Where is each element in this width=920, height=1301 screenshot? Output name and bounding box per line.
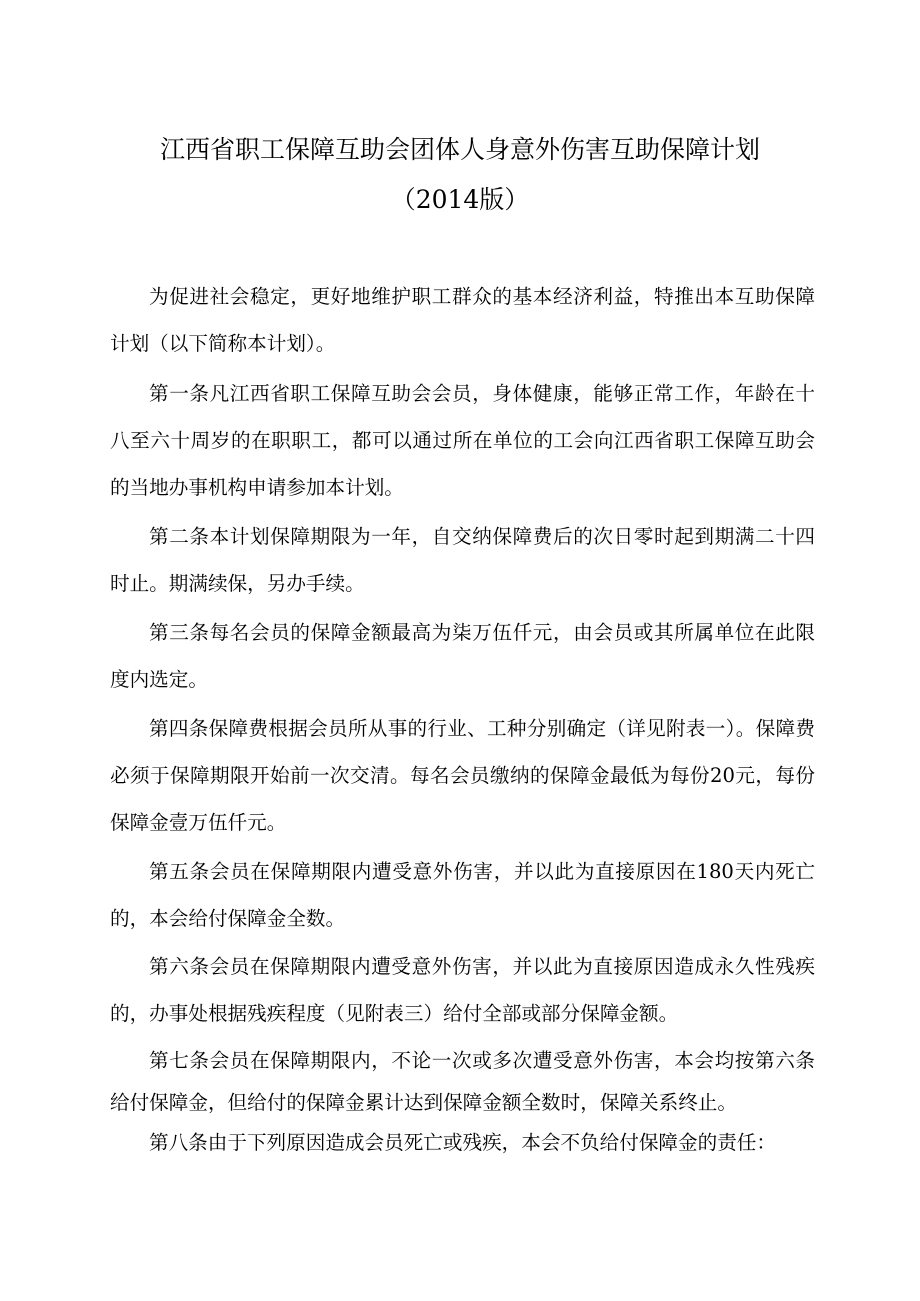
- intro-paragraph: 为促进社会稳定，更好地维护职工群众的基本经济利益，特推出本互助保障计划（以下简称本计划）。: [110, 285, 815, 355]
- article-8-paragraph: 第八条由于下列原因造成会员死亡或残疾，本会不负给付保障金的责任：: [149, 1131, 776, 1154]
- article-7-paragraph: 第七条会员在保障期限内，不论一次或多次遭受意外伤害，本会均按第六条给付保障金，但给付的保障金累计达到保障金额全数时，保障关系终止。: [110, 1049, 815, 1114]
- article-1-paragraph: 第一条凡江西省职工保障互助会会员，身体健康，能够正常工作，年龄在十八至六十周岁的在职职工，都可以通过所在单位的工会向江西省职工保障互助会的当地办事机构申请参加本计划。: [110, 382, 815, 499]
- document-title: 江西省职工保障互助会团体人身意外伤害互助保障计划: [159, 135, 760, 164]
- document-subtitle: （2014版）: [390, 185, 530, 214]
- article-3-paragraph: 第三条每名会员的保障金额最高为柒万伍仟元，由会员或其所属单位在此限度内选定。: [110, 621, 815, 691]
- article-6-paragraph: 第六条会员在保障期限内遭受意外伤害，并以此为直接原因造成永久性残疾的，办事处根据残疾程度（见附表三）给付全部或部分保障金额。: [110, 955, 815, 1025]
- article-2-paragraph: 第二条本计划保障期限为一年，自交纳保障费后的次日零时起到期满二十四时止。期满续保，另办手续。: [110, 525, 815, 595]
- article-5-paragraph: 第五条会员在保障期限内遭受意外伤害，并以此为直接原因在180天内死亡的，本会给付保障金全数。: [110, 860, 815, 930]
- article-4-paragraph: 第四条保障费根据会员所从事的行业、工种分别确定（详见附表一）。保障费必须于保障期限开始前一次交清。每名会员缴纳的保障金最低为每份20元，每份保障金壹万伍仟元。: [110, 717, 815, 834]
